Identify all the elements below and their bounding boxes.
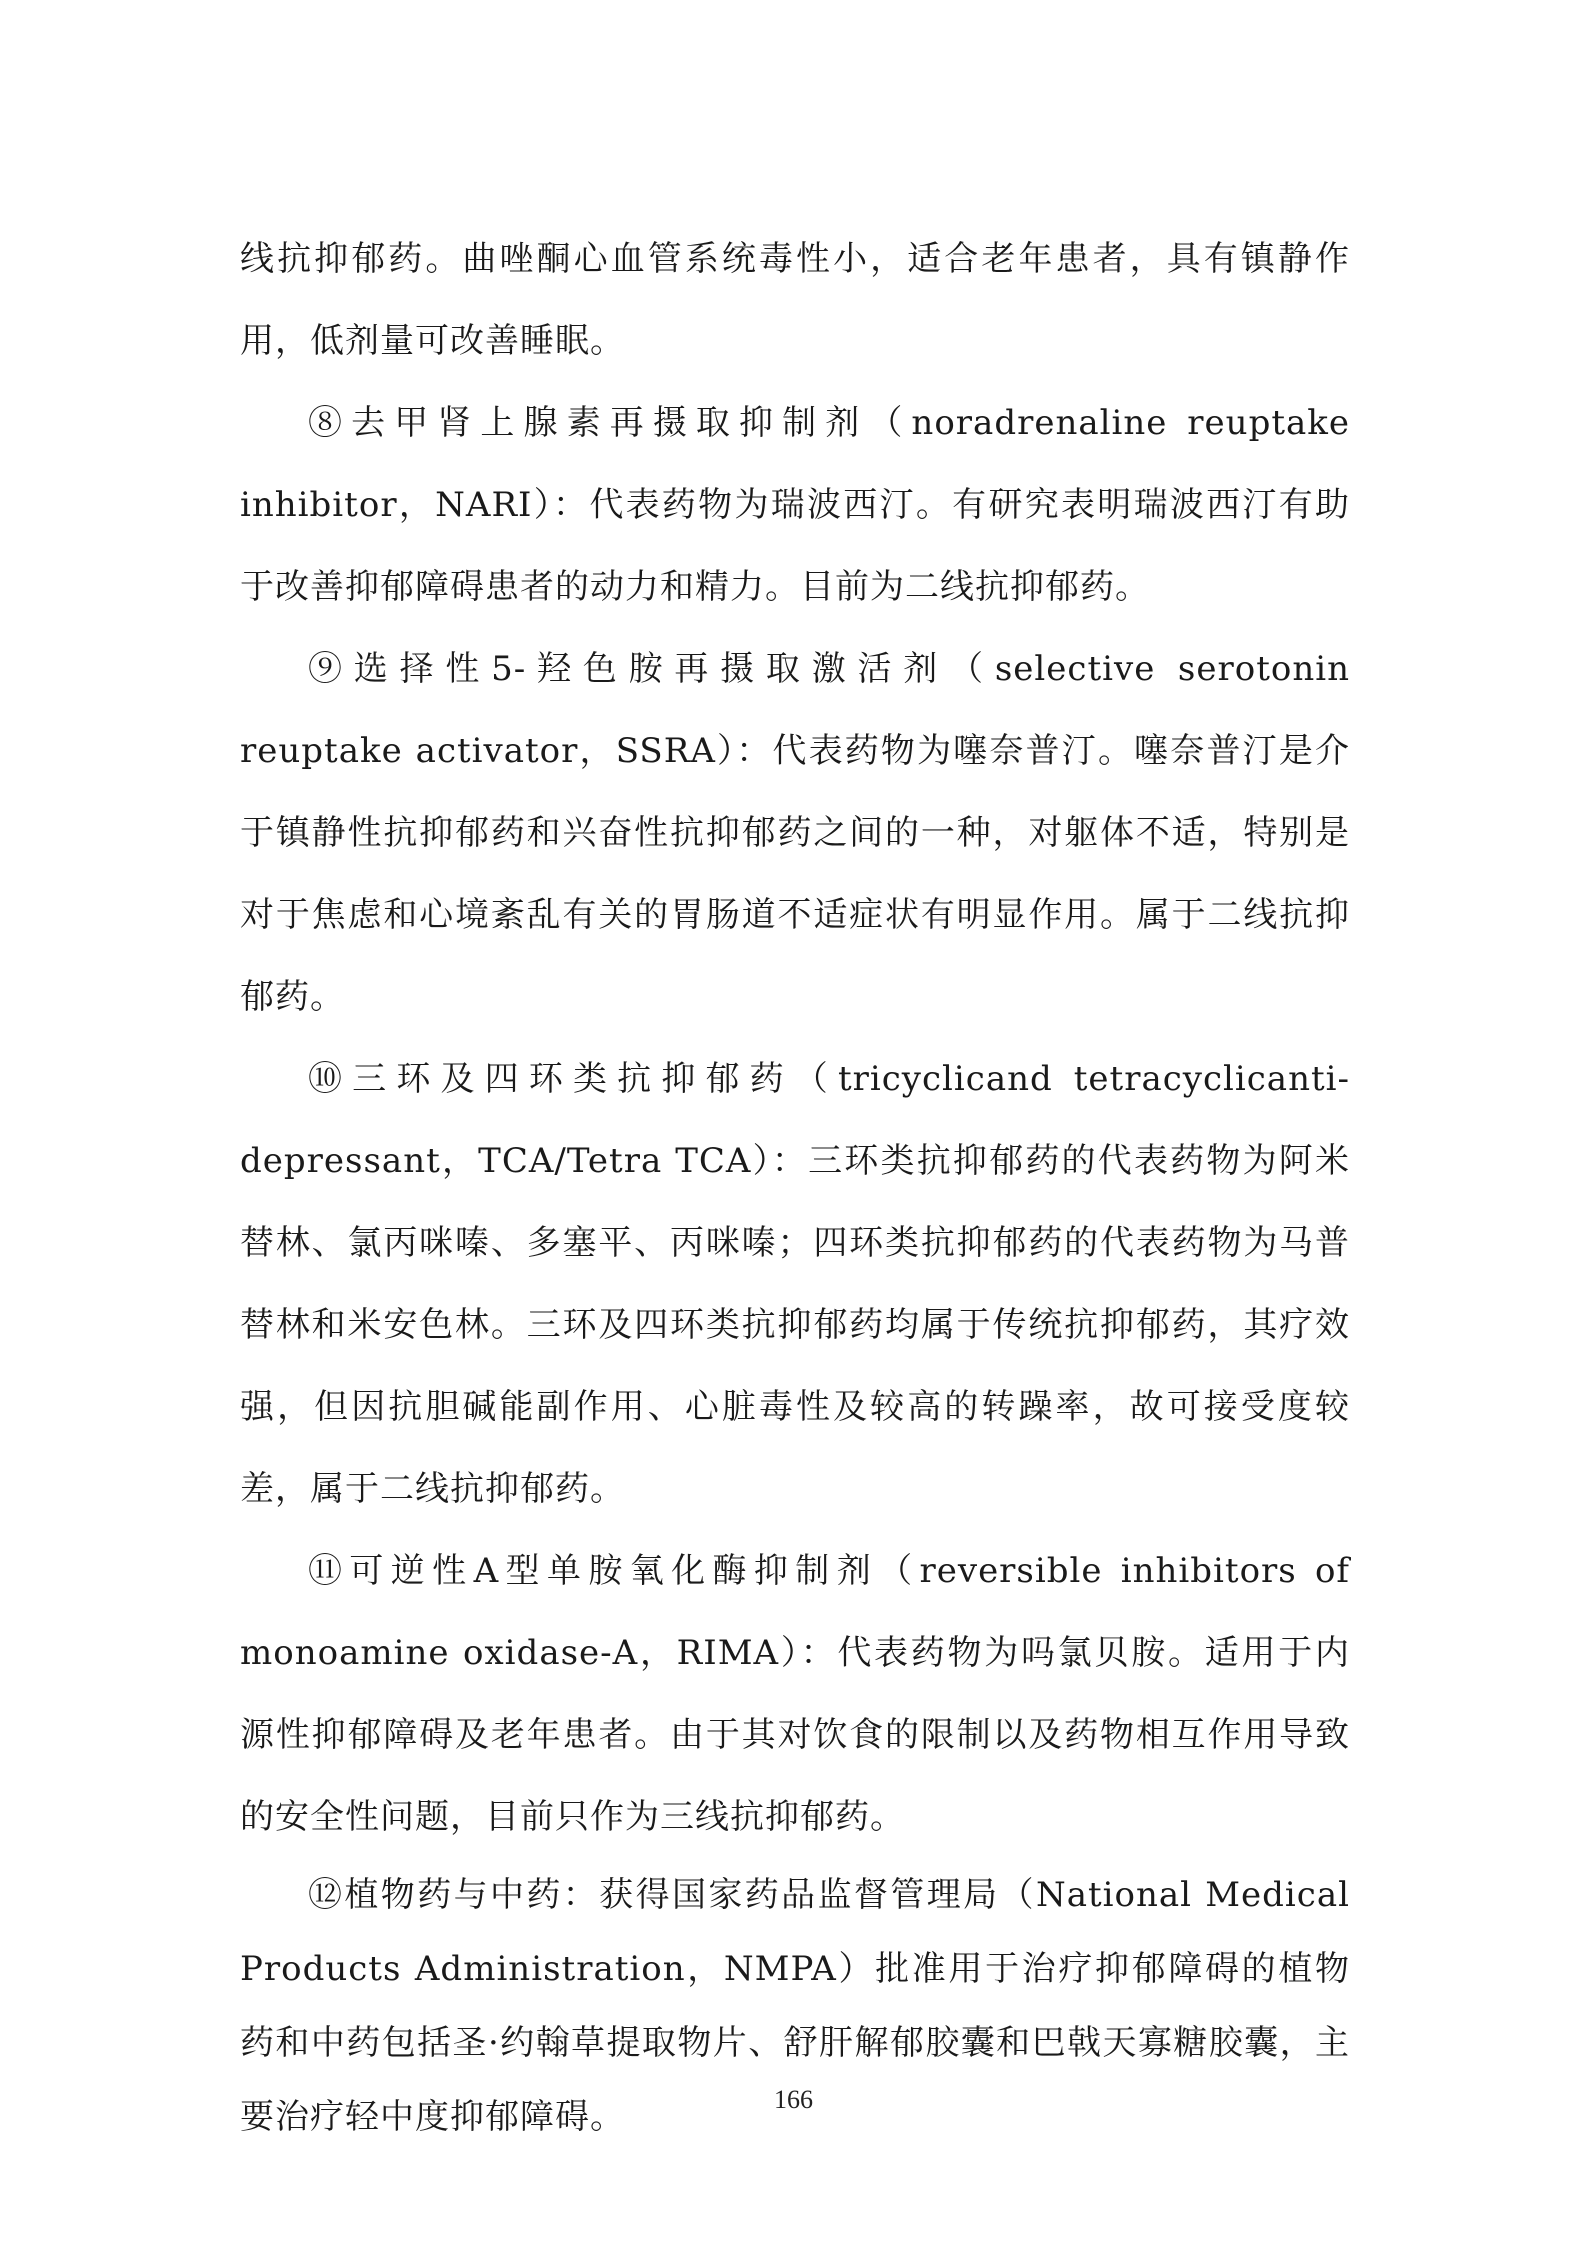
paragraph-nari: ⑧去甲肾上腺素再摄取抑制剂（noradrenaline reuptake inhibitor，NARI）：代表药物为瑞波西汀。有研究表明瑞波西汀有助于改善抑郁障碍患者的动力和精力。目前为二线抗抑郁药。 — [240, 403, 1350, 607]
paragraph-rima: ⑪可逆性A型单胺氧化酶抑制剂（reversible inhibitors of monoamine oxidase-A，RIMA）：代表药物为吗氯贝胺。适用于内源性抑郁障碍及老年患者。由于其对饮食的限制以及药物相互作用导致的安全性问题，目前只作为三线抗抑郁药。 — [240, 1551, 1350, 1837]
page-number: 166 — [774, 2085, 813, 2114]
paragraph-ssra: ⑨选择性5-羟色胺再摄取激活剂（selective serotonin reuptake activator，SSRA）：代表药物为噻奈普汀。噻奈普汀是介于镇静性抗抑郁药和兴奋性抗抑郁药之间的一种，对躯体不适，特别是对于焦虑和心境紊乱有关的胃肠道不适症状有明显作用。属于二线抗抑郁药。 — [240, 649, 1350, 1017]
body-text — [240, 218, 1350, 2154]
paragraph-trazodone-continuation: 线抗抑郁药。曲唑酮心血管系统毒性小，适合老年患者，具有镇静作用，低剂量可改善睡眠。 — [240, 239, 1350, 361]
paragraph-herbal-medicine: ⑫植物药与中药：获得国家药品监督管理局（National Medical Products Administration，NMPA）批准用于治疗抑郁障碍的植物药和中药包括圣·约翰草提取物片、舒肝解郁胶囊和巴戟天寡糖胶囊，主要治疗轻中度抑郁障碍。 — [240, 1875, 1350, 2137]
paragraph-tca: ⑩三环及四环类抗抑郁药（tricyclicand tetracyclicanti-depressant，TCA/Tetra TCA）：三环类抗抑郁药的代表药物为阿米替林、氯丙咪嗪、多塞平、丙咪嗪；四环类抗抑郁药的代表药物为马普替林和米安色林。三环及四环类抗抑郁药均属于传统抗抑郁药，其疗效强，但因抗胆碱能副作用、心脏毒性及较高的转躁率，故可接受度较差，属于二线抗抑郁药。 — [240, 1059, 1350, 1509]
